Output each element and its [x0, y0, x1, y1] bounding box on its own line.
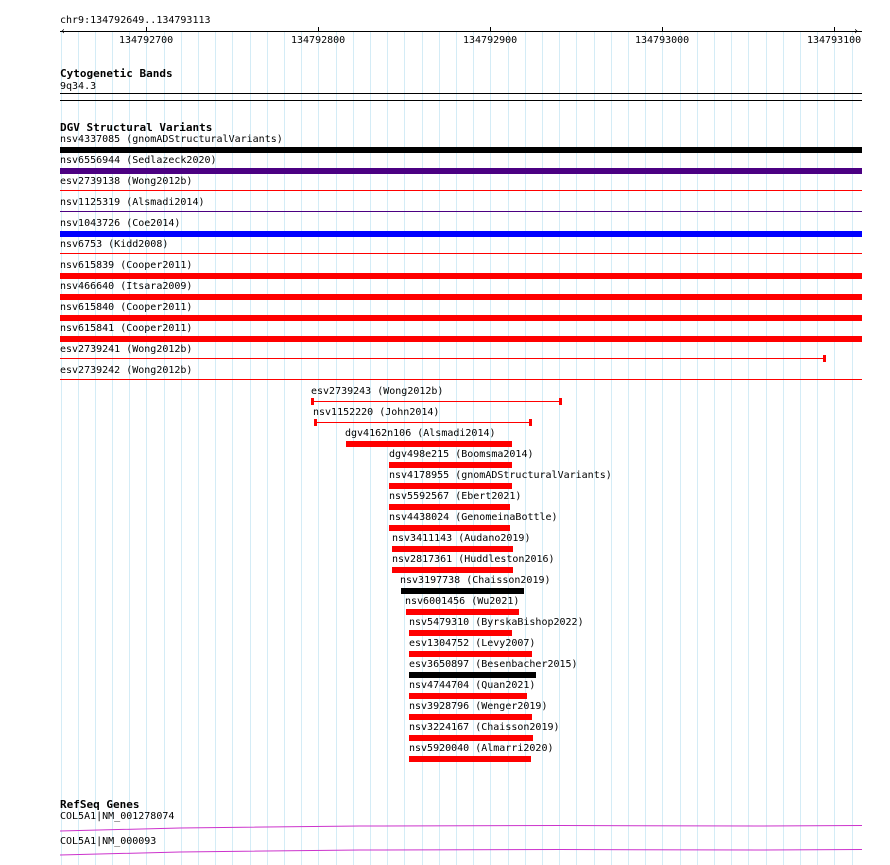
variant-feature[interactable]: [60, 294, 862, 300]
gridline: [611, 32, 612, 865]
variant-feature[interactable]: [409, 651, 532, 657]
gridline: [852, 32, 853, 865]
variant-feature[interactable]: [60, 336, 862, 342]
cytoband-label: 9q34.3: [60, 81, 97, 92]
gridline: [714, 32, 715, 865]
gridline: [766, 32, 767, 865]
gridline: [834, 32, 835, 865]
variant-label[interactable]: nsv615840 (Cooper2011): [60, 302, 193, 313]
gridline: [301, 32, 302, 865]
variant-feature[interactable]: [60, 358, 825, 359]
ruler-tick: [834, 27, 835, 32]
variant-feature[interactable]: [346, 441, 512, 447]
variant-label[interactable]: nsv5920040 (Almarri2020): [409, 743, 554, 754]
variant-feature[interactable]: [401, 588, 524, 594]
variant-label[interactable]: nsv5479310 (ByrskaBishop2022): [409, 617, 584, 628]
transcript-label[interactable]: COL5A1|NM_000093: [60, 836, 157, 847]
variant-label[interactable]: esv2739138 (Wong2012b): [60, 176, 193, 187]
ruler-axis: [60, 31, 862, 32]
variant-feature[interactable]: [409, 714, 532, 720]
track-title: Cytogenetic Bands: [60, 67, 173, 80]
gridline: [336, 32, 337, 865]
variant-label[interactable]: dgv498e215 (Boomsma2014): [389, 449, 534, 460]
gridline: [680, 32, 681, 865]
gridline: [267, 32, 268, 865]
ruler-tick: [662, 27, 663, 32]
variant-feature[interactable]: [409, 672, 536, 678]
variant-end-cap: [559, 398, 562, 405]
variant-label[interactable]: nsv2817361 (Huddleston2016): [392, 554, 555, 565]
gridline: [284, 32, 285, 865]
ruler-tick: [490, 27, 491, 32]
track-title: RefSeq Genes: [60, 798, 140, 811]
variant-feature[interactable]: [389, 483, 512, 489]
variant-label[interactable]: nsv5592567 (Ebert2021): [389, 491, 522, 502]
variant-feature[interactable]: [389, 462, 512, 468]
variant-feature[interactable]: [60, 379, 862, 380]
variant-label[interactable]: nsv3224167 (Chaisson2019): [409, 722, 560, 733]
variant-feature[interactable]: [60, 211, 862, 212]
variant-label[interactable]: nsv6001456 (Wu2021): [405, 596, 520, 607]
gridline: [542, 32, 543, 865]
variant-label[interactable]: nsv466640 (Itsara2009): [60, 281, 193, 292]
transcript-feature[interactable]: [60, 822, 863, 834]
ruler-tick-label: 134792900: [463, 35, 518, 46]
variant-start-cap: [314, 419, 317, 426]
locus-label: chr9:134792649..134793113: [60, 15, 211, 26]
variant-label[interactable]: esv1304752 (Levy2007): [409, 638, 536, 649]
variant-feature[interactable]: [389, 504, 510, 510]
scroll-left-arrow[interactable]: ‹: [60, 26, 67, 37]
variant-feature[interactable]: [60, 253, 862, 254]
variant-feature[interactable]: [392, 567, 513, 573]
variant-label[interactable]: nsv3411143 (Audano2019): [392, 533, 531, 544]
variant-label[interactable]: nsv4438024 (GenomeinaBottle): [389, 512, 558, 523]
gridline: [783, 32, 784, 865]
transcript-feature[interactable]: [60, 846, 863, 858]
variant-feature[interactable]: [409, 735, 533, 741]
variant-feature[interactable]: [60, 147, 862, 153]
variant-feature[interactable]: [60, 190, 862, 191]
variant-feature[interactable]: [406, 609, 519, 615]
gridline: [232, 32, 233, 865]
variant-label[interactable]: nsv615841 (Cooper2011): [60, 323, 193, 334]
variant-label[interactable]: esv2739242 (Wong2012b): [60, 365, 193, 376]
variant-label[interactable]: nsv3928796 (Wenger2019): [409, 701, 548, 712]
gridline: [559, 32, 560, 865]
variant-feature[interactable]: [389, 525, 510, 531]
variant-feature[interactable]: [60, 315, 862, 321]
variant-label[interactable]: nsv615839 (Cooper2011): [60, 260, 193, 271]
variant-label[interactable]: nsv3197738 (Chaisson2019): [400, 575, 551, 586]
variant-label[interactable]: nsv1152220 (John2014): [313, 407, 440, 418]
variant-label[interactable]: nsv1043726 (Coe2014): [60, 218, 181, 229]
variant-start-cap: [311, 398, 314, 405]
variant-label[interactable]: esv3650897 (Besenbacher2015): [409, 659, 578, 670]
gridline: [697, 32, 698, 865]
variant-label[interactable]: dgv4162n106 (Alsmadi2014): [345, 428, 496, 439]
variant-feature[interactable]: [392, 546, 513, 552]
ruler-tick-label: 134793100: [807, 35, 862, 46]
variant-label[interactable]: nsv4337085 (gnomADStructuralVariants): [60, 134, 283, 145]
gridline: [731, 32, 732, 865]
variant-feature[interactable]: [315, 422, 531, 423]
gridline: [800, 32, 801, 865]
variant-feature[interactable]: [409, 693, 527, 699]
gridline: [817, 32, 818, 865]
variant-feature[interactable]: [60, 168, 862, 174]
variant-feature[interactable]: [60, 273, 862, 279]
ruler-tick: [146, 27, 147, 32]
gridline: [576, 32, 577, 865]
cytoband-band-top[interactable]: [60, 93, 862, 94]
track-title: DGV Structural Variants: [60, 121, 213, 134]
variant-feature[interactable]: [312, 401, 561, 402]
variant-feature[interactable]: [60, 231, 862, 237]
variant-label[interactable]: esv2739243 (Wong2012b): [311, 386, 444, 397]
variant-end-cap: [823, 355, 826, 362]
variant-label[interactable]: nsv1125319 (Alsmadi2014): [60, 197, 205, 208]
gridline: [645, 32, 646, 865]
ruler-tick-label: 134793000: [635, 35, 690, 46]
variant-label[interactable]: nsv6556944 (Sedlazeck2020): [60, 155, 217, 166]
gridline: [662, 32, 663, 865]
ruler-tick: [318, 27, 319, 32]
variant-label[interactable]: esv2739241 (Wong2012b): [60, 344, 193, 355]
gridline: [353, 32, 354, 865]
gridline: [387, 32, 388, 865]
variant-feature[interactable]: [409, 630, 512, 636]
gridline: [318, 32, 319, 865]
cytoband-band-bottom[interactable]: [60, 100, 862, 101]
variant-label[interactable]: nsv4178955 (gnomADStructuralVariants): [389, 470, 612, 481]
gridline: [250, 32, 251, 865]
variant-label[interactable]: nsv4744704 (Quan2021): [409, 680, 536, 691]
scroll-right-arrow[interactable]: ›: [853, 26, 860, 37]
gridline: [370, 32, 371, 865]
gridline: [594, 32, 595, 865]
variant-end-cap: [529, 419, 532, 426]
variant-label[interactable]: nsv6753 (Kidd2008): [60, 239, 169, 250]
gridline: [748, 32, 749, 865]
ruler-tick-label: 134792800: [291, 35, 346, 46]
transcript-label[interactable]: COL5A1|NM_001278074: [60, 811, 175, 822]
gridline: [628, 32, 629, 865]
ruler-tick-label: 134792700: [119, 35, 174, 46]
variant-feature[interactable]: [409, 756, 531, 762]
